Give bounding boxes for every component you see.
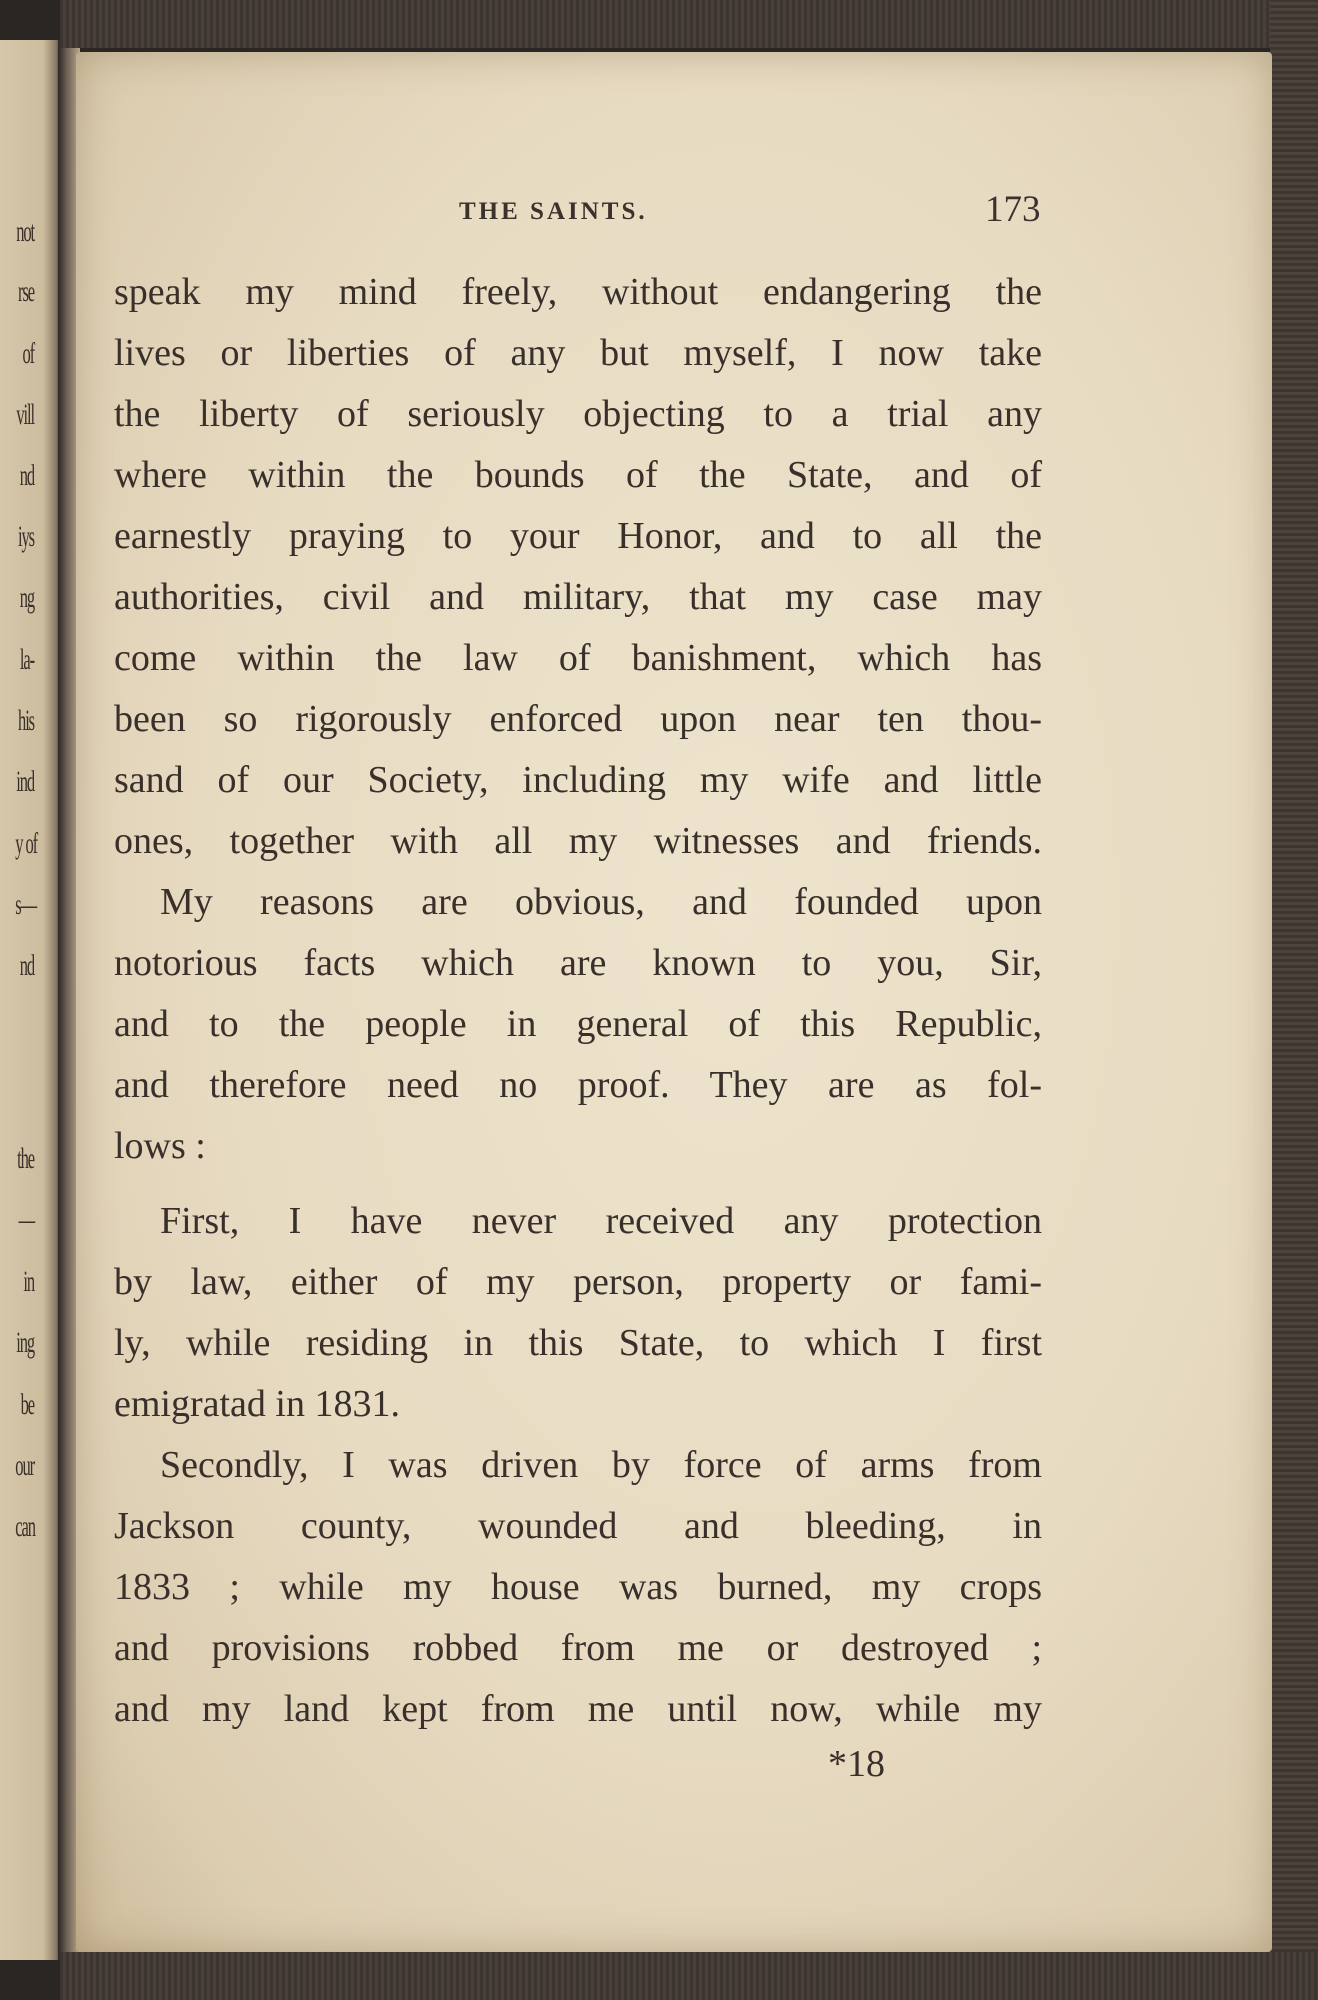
prev-page-fragment: s—: [15, 888, 37, 921]
prev-page-fragment: nd: [19, 459, 34, 492]
text-line: speak my mind freely, without endangering the: [114, 271, 1042, 313]
prev-page-fragment: nd: [19, 949, 34, 982]
text-line: where within the bounds of the State, and of: [114, 454, 1042, 496]
paragraph-gap: [114, 1177, 1042, 1191]
text-line: lives or liberties of any but myself, I now take: [114, 332, 1042, 374]
text-line: come within the law of banishment, which has: [114, 637, 1042, 679]
previous-page-edge: [0, 40, 62, 1960]
signature-mark: *18: [828, 1743, 885, 1785]
text-line: and my land kept from me until now, while my: [114, 1688, 1042, 1730]
prev-page-fragment: ind: [16, 765, 34, 798]
text-line: sand of our Society, including my wife and little: [114, 759, 1042, 801]
text-line: by law, either of my person, property or fami-: [114, 1261, 1042, 1303]
text-line: 1833 ; while my house was burned, my crops: [114, 1566, 1042, 1608]
text-line: ones, together with all my witnesses and friends.: [114, 820, 1042, 862]
prev-page-fragment: iys: [18, 520, 34, 553]
text-line: My reasons are obvious, and founded upon: [160, 881, 1042, 923]
prev-page-fragment: ing: [16, 1326, 34, 1359]
text-line: and provisions robbed from me or destroyed ;: [114, 1627, 1042, 1669]
prev-page-fragment: of: [22, 337, 34, 370]
page-number: 173: [985, 189, 1041, 230]
prev-page-fragment: in: [23, 1265, 34, 1298]
page-header: [76, 188, 1272, 238]
prev-page-fragment: be: [20, 1388, 34, 1421]
prev-page-fragment: rse: [18, 275, 34, 308]
prev-page-fragment: not: [16, 215, 34, 248]
text-line: authorities, civil and military, that my case may: [114, 576, 1042, 618]
text-line: ly, while residing in this State, to which I first: [114, 1322, 1042, 1364]
prev-page-fragment: the: [17, 1142, 34, 1175]
text-line: notorious facts which are known to you, Sir,: [114, 942, 1042, 984]
book-page: [76, 52, 1272, 1952]
prev-page-fragment: ng: [19, 581, 34, 614]
running-head: THE SAINTS.: [459, 198, 648, 225]
prev-page-fragment: vill: [16, 398, 34, 431]
text-line: First, I have never received any protection: [160, 1200, 1042, 1242]
text-line: Jackson county, wounded and bleeding, in: [114, 1505, 1042, 1547]
prev-page-fragment: la-: [19, 643, 34, 676]
prev-page-fragment: can: [15, 1510, 35, 1543]
page-body: [114, 262, 1042, 1740]
text-line: lows :: [114, 1125, 206, 1167]
text-line: and therefore need no proof. They are as fol-: [114, 1064, 1042, 1106]
prev-page-fragment: y of: [15, 827, 38, 860]
text-line: Secondly, I was driven by force of arms from: [160, 1444, 1042, 1486]
text-line: the liberty of seriously objecting to a trial any: [114, 393, 1042, 435]
text-line: been so rigorously enforced upon near ten thou-: [114, 698, 1042, 740]
prev-page-fragment: —: [18, 1203, 34, 1236]
text-line: emigratad in 1831.: [114, 1383, 400, 1425]
binding-cloth-bottom: [60, 1952, 1318, 2000]
prev-page-fragment: his: [18, 704, 34, 737]
text-line: and to the people in general of this Republic,: [114, 1003, 1042, 1045]
binding-cloth-right: [1270, 0, 1318, 2000]
binding-cloth-top: [60, 0, 1318, 48]
prev-page-fragment: our: [15, 1449, 34, 1482]
text-line: earnestly praying to your Honor, and to all the: [114, 515, 1042, 557]
